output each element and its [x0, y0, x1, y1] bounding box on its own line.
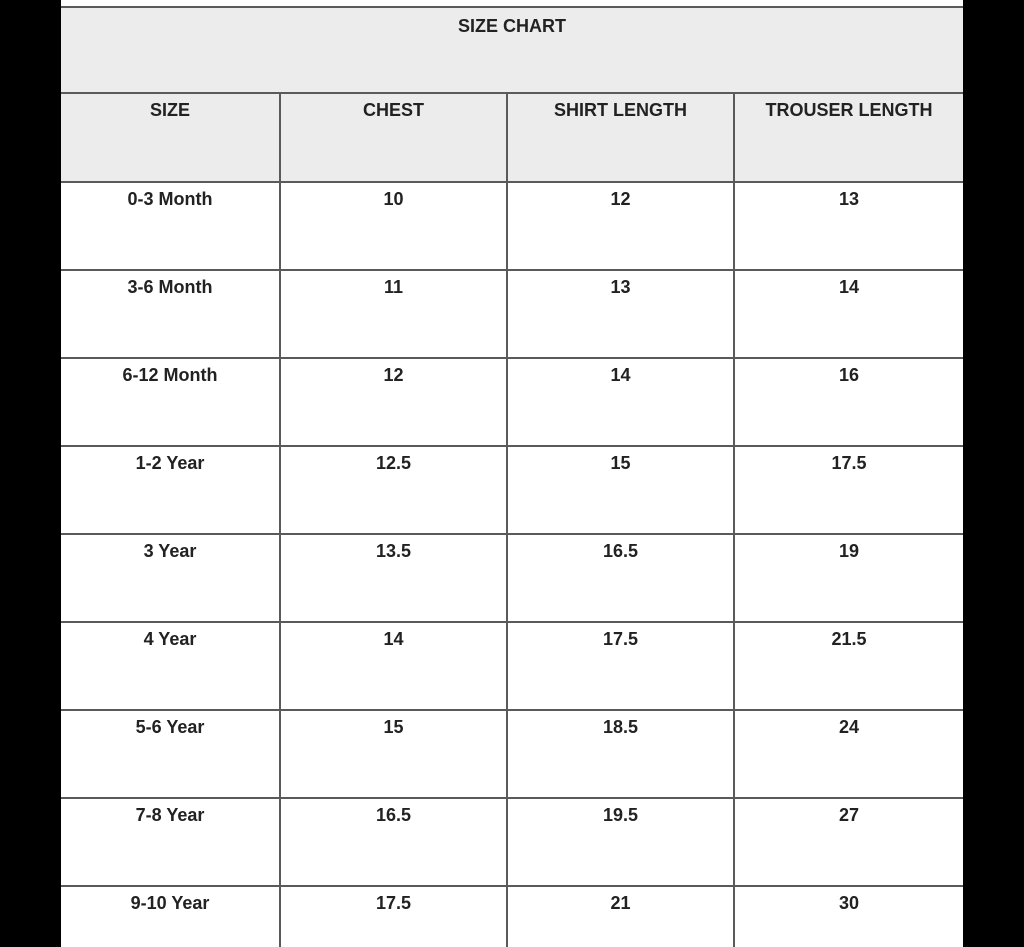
chest-cell: 15 — [280, 710, 507, 798]
size-cell: 6-12 Month — [61, 358, 280, 446]
trouser-length-cell: 13 — [734, 182, 963, 270]
chest-cell: 12.5 — [280, 446, 507, 534]
table-row — [61, 270, 963, 358]
table-row — [61, 798, 963, 886]
chest-cell: 17.5 — [280, 886, 507, 947]
size-cell: 4 Year — [61, 622, 280, 710]
title-row — [61, 8, 963, 94]
shirt-length-cell: 13 — [507, 270, 734, 358]
shirt-length-cell: 18.5 — [507, 710, 734, 798]
trouser-length-cell: 16 — [734, 358, 963, 446]
trouser-length-cell: 30 — [734, 886, 963, 947]
size-cell: 1-2 Year — [61, 446, 280, 534]
chest-cell: 16.5 — [280, 798, 507, 886]
table-row — [61, 622, 963, 710]
shirt-length-cell: 19.5 — [507, 798, 734, 886]
chest-cell: 14 — [280, 622, 507, 710]
size-cell: 7-8 Year — [61, 798, 280, 886]
table-row — [61, 446, 963, 534]
shirt-length-cell: 15 — [507, 446, 734, 534]
column-header-size: SIZE — [61, 94, 280, 182]
chest-cell: 11 — [280, 270, 507, 358]
size-cell: 5-6 Year — [61, 710, 280, 798]
column-header-trouser-length: TROUSER LENGTH — [734, 94, 963, 182]
table-row — [61, 886, 963, 947]
size-chart-table — [61, 94, 963, 947]
chest-cell: 13.5 — [280, 534, 507, 622]
shirt-length-cell: 16.5 — [507, 534, 734, 622]
trouser-length-cell: 21.5 — [734, 622, 963, 710]
size-cell: 0-3 Month — [61, 182, 280, 270]
column-header-shirt-length: SHIRT LENGTH — [507, 94, 734, 182]
table-row — [61, 182, 963, 270]
shirt-length-cell: 12 — [507, 182, 734, 270]
size-cell: 9-10 Year — [61, 886, 280, 947]
size-chart-page — [61, 0, 963, 947]
table-row — [61, 710, 963, 798]
column-header-chest: CHEST — [280, 94, 507, 182]
shirt-length-cell: 17.5 — [507, 622, 734, 710]
size-cell: 3-6 Month — [61, 270, 280, 358]
shirt-length-cell: 14 — [507, 358, 734, 446]
shirt-length-cell: 21 — [507, 886, 734, 947]
chest-cell: 12 — [280, 358, 507, 446]
table-row — [61, 358, 963, 446]
table-row — [61, 534, 963, 622]
trouser-length-cell: 14 — [734, 270, 963, 358]
table-header-row — [61, 94, 963, 182]
size-cell: 3 Year — [61, 534, 280, 622]
trouser-length-cell: 17.5 — [734, 446, 963, 534]
chest-cell: 10 — [280, 182, 507, 270]
trouser-length-cell: 19 — [734, 534, 963, 622]
trouser-length-cell: 24 — [734, 710, 963, 798]
trouser-length-cell: 27 — [734, 798, 963, 886]
size-chart-title: SIZE CHART — [458, 16, 566, 36]
